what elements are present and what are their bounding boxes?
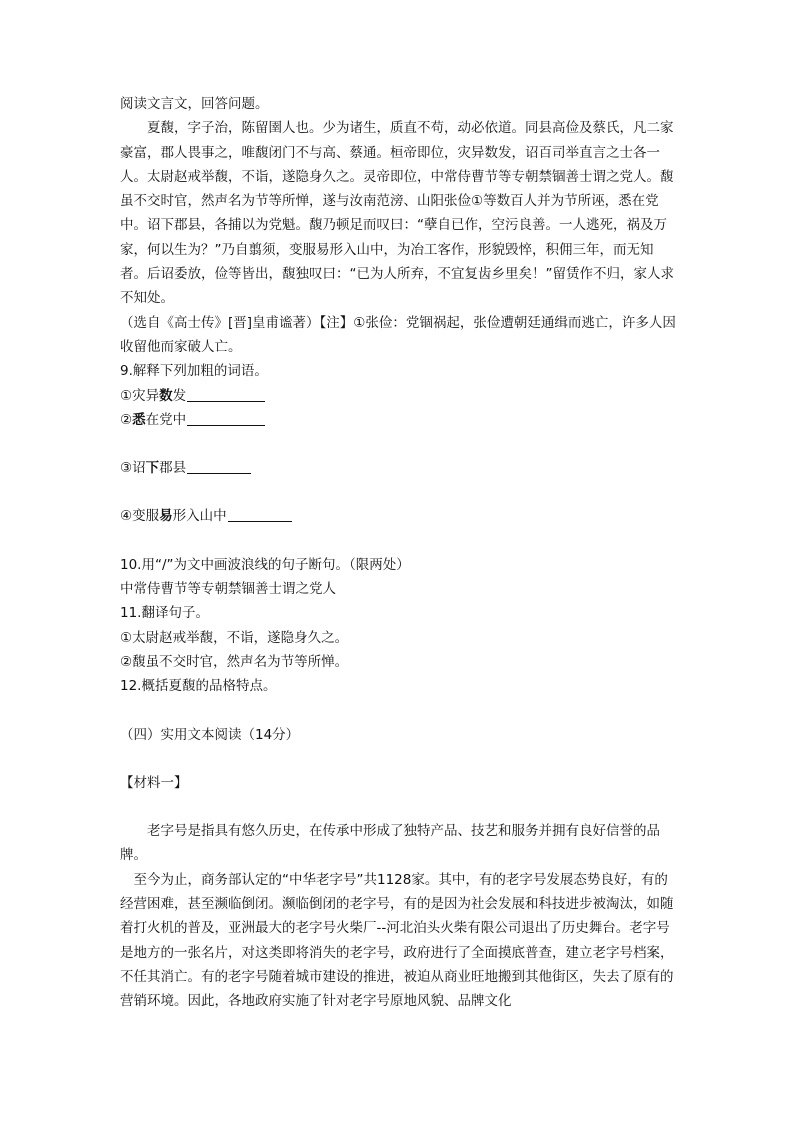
q9-item-2-post: 在党中	[145, 411, 187, 428]
document-page	[120, 92, 680, 1014]
question-10-title: 10.用“/”为文中画波浪线的句子断句。（限两处）	[120, 556, 410, 573]
question-9-item-2	[120, 408, 680, 432]
classical-passage: 夏馥，字子治，陈留圉人也。少为诸生，质直不苟，动必依道。同县高俭及蔡氏，凡二家豪富，郡人畏事之，唯馥闭门不与高、蔡通。桓帝即位，灾异数发，诏百司举直言之士各一人。太尉赵戒举馥，不诣，遂隐身久之。灵帝即位，中常侍曹节等专朝禁锢善士谓之党人。馥虽不交时官，然声名为节等所惮，遂与汝南范滂、山阳张俭①等数百人并为节所诬，悉在党中。诏下郡县，各捕以为党魁。馥乃顿足而叹曰：“孽自已作，空污良善。一人逃死，祸及万家，何以生为？”乃自翦须，变服易形入山中，为冶工客作，形貌毁悴，积佣三年，而无知者。后诏委放，俭等皆出，馥独叹曰：“已为人所弃，不宜复齿乡里矣！”留赁作不归，家人求不知处。	[120, 120, 674, 307]
question-9-item-4	[120, 504, 680, 528]
question-12-title: 12.概括夏馥的品格特点。	[120, 678, 277, 695]
question-11-title: 11.翻译句子。	[120, 605, 209, 622]
question-11-item-1: ①太尉赵戒举馥，不诣，遂隐身久之。	[120, 629, 349, 646]
answer-blank[interactable]	[228, 507, 292, 522]
q9-item-3-pre: ③诏	[120, 460, 146, 477]
question-11-item-2: ②馥虽不交时官，然声名为节等所惮。	[120, 653, 349, 670]
question-9-item-1	[120, 384, 680, 408]
source-note: （选自《高士传》[晋]皇甫谧著）【注】①张俭：党锢祸起，张俭遭朝廷通缉而逃亡，许多人因收留他而家破人亡。	[120, 314, 676, 355]
answer-blank[interactable]	[187, 411, 265, 426]
q9-item-2-bold: 悉	[132, 411, 146, 428]
q9-item-1-pre: ①灾异	[120, 387, 160, 404]
q9-item-1-bold: 数	[159, 387, 173, 404]
q9-item-3-post: 郡县	[159, 460, 187, 477]
question-10-sentence: 中常侍曹节等专朝禁锢善士谓之党人	[120, 581, 336, 598]
q9-item-4-post: 形入山中	[172, 508, 227, 525]
q9-item-4-bold: 易	[159, 508, 173, 525]
reading-instruction: 阅读文言文，回答问题。	[120, 96, 269, 112]
question-9-title: 9.解释下列加粗的词语。	[120, 363, 268, 380]
q9-item-4-pre: ④变服	[120, 508, 160, 525]
answer-blank[interactable]	[187, 459, 251, 474]
section-4-heading: （四）实用文本阅读（14分）	[120, 726, 300, 743]
answer-blank[interactable]	[187, 387, 265, 402]
material-1-paragraph-1: 老字号是指具有悠久历史，在传承中形成了独特产品、技艺和服务并拥有良好信誉的品牌。	[120, 823, 660, 864]
material-1-paragraph-2: 至今为止，商务部认定的“中华老字号”共1128家。其中，有的老字号发展态势良好，有的经营困难，甚至濒临倒闭。濒临倒闭的老字号，有的是因为社会发展和科技进步被淘汰，如随着打火机的普及，亚洲最大的老字号火柴厂--河北泊头火柴有限公司退出了历史舞台。老字号是地方的一张名片，对这类即将消失的老字号，政府进行了全面摸底普查，建立老字号档案，不任其消亡。有的老字号随着城市建设的推进，被迫从商业旺地搬到其他街区，失去了原有的营销环境。因此，各地政府实施了针对老字号原地风貌、品牌文化	[120, 871, 674, 1010]
q9-item-1-post: 发	[172, 387, 187, 404]
question-9-item-3	[120, 456, 680, 480]
q9-item-2-pre: ②	[120, 411, 133, 428]
q9-item-3-bold: 下	[145, 460, 160, 477]
material-1-label: 【材料一】	[120, 774, 188, 791]
